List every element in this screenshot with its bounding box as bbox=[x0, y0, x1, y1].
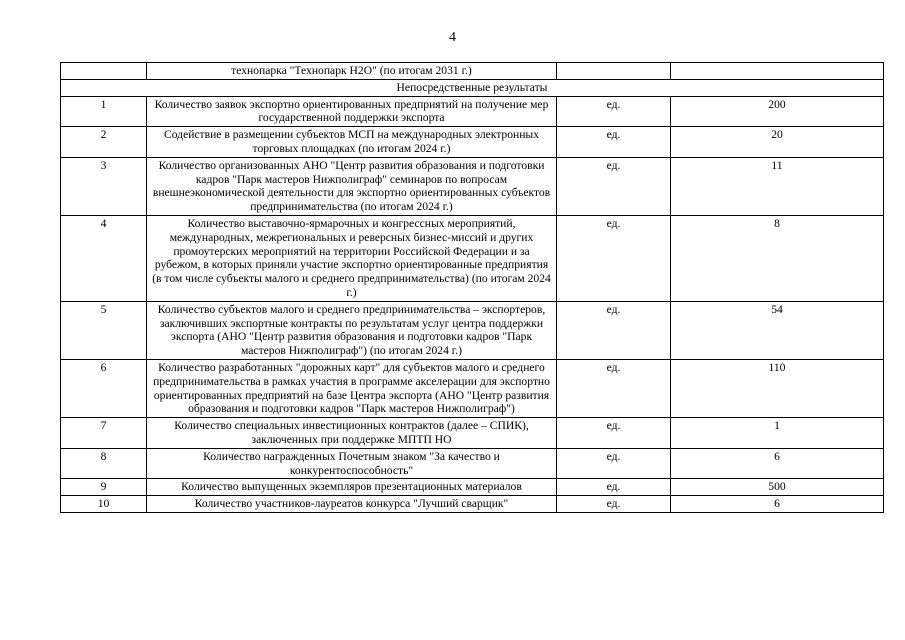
table-row-continuation bbox=[61, 63, 884, 80]
cell-indicator-name: Количество разработанных "дорожных карт" для субъектов малого и среднего предпринимательства в рамках участия в программе акселерации для экспортно ориентированных предприятий на базе Центра экспорта (АНО "Центр развития образования и подготовки кадров "Парк мастеров Нижполиграф") bbox=[147, 359, 557, 417]
table-row bbox=[61, 215, 884, 301]
cell-indicator-name: Количество субъектов малого и среднего предпринимательства – экспортеров, заключивших экспортные контракты по результатам услуг центра поддержки экспорта (АНО "Центр развития образования и подготовки кадров "Парк мастеров Нижполиграф") (по итогам 2024 г.) bbox=[147, 301, 557, 359]
cell-value: 20 bbox=[671, 127, 884, 158]
cell-value: 500 bbox=[671, 479, 884, 496]
table-body bbox=[61, 63, 884, 513]
cell-number: 8 bbox=[61, 448, 147, 479]
cell-unit: ед. bbox=[557, 359, 671, 417]
cell-value: 1 bbox=[671, 418, 884, 449]
cell-indicator-name: Количество организованных АНО "Центр развития образования и подготовки кадров "Парк мастеров Нижполиграф" семинаров по вопросам внешнеэкономической деятельности для экспортно ориентированных субъектов предпринимательства (по итогам 2024 г.) bbox=[147, 157, 557, 215]
cell-unit: ед. bbox=[557, 127, 671, 158]
cell-value: 11 bbox=[671, 157, 884, 215]
table-row bbox=[61, 157, 884, 215]
table-row bbox=[61, 359, 884, 417]
cell-indicator-name: Количество выпущенных экземпляров презентационных материалов bbox=[147, 479, 557, 496]
cell-value: 8 bbox=[671, 215, 884, 301]
cell-value: 200 bbox=[671, 96, 884, 127]
results-table bbox=[60, 62, 884, 513]
section-header-row bbox=[61, 79, 884, 96]
cell-number: 4 bbox=[61, 215, 147, 301]
cell-value: 54 bbox=[671, 301, 884, 359]
cell-unit: ед. bbox=[557, 96, 671, 127]
cell-unit: ед. bbox=[557, 496, 671, 513]
table-row bbox=[61, 479, 884, 496]
cell-unit: ед. bbox=[557, 157, 671, 215]
cell-number: 5 bbox=[61, 301, 147, 359]
table-row bbox=[61, 418, 884, 449]
cell-indicator-name: Количество выставочно-ярмарочных и конгрессных мероприятий, международных, межрегиональных и реверсных бизнес-миссий и других промоутерских мероприятий на территории Российской Федерации и за рубежом, в которых приняли участие экспортно ориентированные предприятия (в том числе субъекты малого и среднего предпринимательства) (по итогам 2024 г.) bbox=[147, 215, 557, 301]
cell-value: 6 bbox=[671, 496, 884, 513]
cell-unit: ед. bbox=[557, 448, 671, 479]
cell-unit: ед. bbox=[557, 479, 671, 496]
table-row bbox=[61, 127, 884, 158]
cell-value: 110 bbox=[671, 359, 884, 417]
cell-unit bbox=[557, 63, 671, 80]
cell-indicator-name: Количество специальных инвестиционных контрактов (далее – СПИК), заключенных при поддержке МПТП НО bbox=[147, 418, 557, 449]
cell-indicator-name: Содействие в размещении субъектов МСП на международных электронных торговых площадках (по итогам 2024 г.) bbox=[147, 127, 557, 158]
cell-number: 6 bbox=[61, 359, 147, 417]
cell-indicator-name: Количество награжденных Почетным знаком "За качество и конкурентоспособность" bbox=[147, 448, 557, 479]
cell-indicator-name: Количество участников-лауреатов конкурса "Лучший сварщик" bbox=[147, 496, 557, 513]
cell-value: 6 bbox=[671, 448, 884, 479]
cell-number: 7 bbox=[61, 418, 147, 449]
table-row bbox=[61, 448, 884, 479]
cell-number: 2 bbox=[61, 127, 147, 158]
page-number: 4 bbox=[449, 30, 456, 45]
cell-number bbox=[61, 63, 147, 80]
cell-unit: ед. bbox=[557, 418, 671, 449]
cell-indicator-name: технопарка "Технопарк Н2О" (по итогам 2031 г.) bbox=[147, 63, 557, 80]
cell-unit: ед. bbox=[557, 215, 671, 301]
table-row bbox=[61, 301, 884, 359]
cell-value bbox=[671, 63, 884, 80]
table-row bbox=[61, 496, 884, 513]
cell-number: 1 bbox=[61, 96, 147, 127]
table-row bbox=[61, 96, 884, 127]
cell-number: 10 bbox=[61, 496, 147, 513]
cell-number: 9 bbox=[61, 479, 147, 496]
section-title: Непосредственные результаты bbox=[61, 79, 884, 96]
cell-indicator-name: Количество заявок экспортно ориентированных предприятий на получение мер государственной поддержки экспорта bbox=[147, 96, 557, 127]
cell-unit: ед. bbox=[557, 301, 671, 359]
cell-number: 3 bbox=[61, 157, 147, 215]
